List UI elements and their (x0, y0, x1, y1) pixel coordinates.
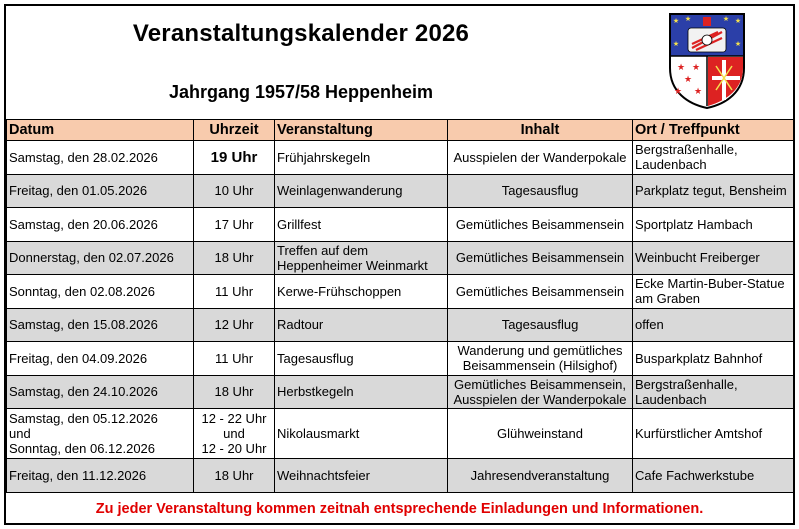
cell-ort: Sportplatz Hambach (633, 208, 794, 242)
cell-inhalt: Glühweinstand (448, 409, 633, 459)
page-title: Veranstaltungskalender 2026 (132, 20, 470, 47)
cell-ort: Bergstraßenhalle, Laudenbach (633, 375, 794, 409)
cell-veranstaltung: Herbstkegeln (275, 375, 448, 409)
column-header-ort: Ort / Treffpunkt (633, 120, 794, 141)
cell-veranstaltung: Treffen auf dem Heppenheimer Weinmarkt (275, 241, 448, 275)
cell-veranstaltung: Kerwe-Frühschoppen (275, 275, 448, 309)
table-header-row (7, 120, 794, 141)
events-table (6, 119, 794, 493)
table-row (7, 375, 794, 409)
column-header-uhrzeit: Uhrzeit (194, 120, 275, 141)
cell-datum-line: Samstag, den 05.12.2026 (9, 411, 158, 426)
cell-uhrzeit-line: und (223, 426, 245, 441)
page-subtitle: Jahrgang 1957/58 Heppenheim (168, 82, 434, 102)
column-header-datum: Datum (7, 120, 194, 141)
table-row (7, 342, 794, 376)
cell-ort: Parkplatz tegut, Bensheim (633, 174, 794, 208)
svg-text:★: ★ (691, 63, 701, 73)
table-row (7, 141, 794, 175)
cell-datum-line: Sonntag, den 06.12.2026 (9, 441, 156, 456)
cell-uhrzeit: 11 Uhr (194, 342, 275, 376)
svg-text:★: ★ (734, 40, 742, 48)
cell-uhrzeit-line: 12 - 22 Uhr (201, 411, 267, 426)
cell-uhrzeit: 19 Uhr (194, 141, 275, 175)
calendar-sheet (4, 4, 795, 525)
cell-datum: Freitag, den 04.09.2026 (7, 342, 194, 376)
cell-inhalt: Tagesausflug (448, 308, 633, 342)
svg-text:★: ★ (683, 75, 693, 85)
cell-uhrzeit (194, 409, 275, 459)
cell-datum: Samstag, den 20.06.2026 (7, 208, 194, 242)
svg-text:★: ★ (734, 17, 742, 25)
cell-inhalt: Gemütliches Beisammensein (448, 275, 633, 309)
footer-note: Zu jeder Veranstaltung kommen zeitnah entsprechende Einladungen und Informationen. (95, 501, 704, 517)
svg-text:★: ★ (693, 87, 703, 97)
table-row (7, 275, 794, 309)
cell-veranstaltung: Weinlagenwanderung (275, 174, 448, 208)
cell-uhrzeit: 18 Uhr (194, 459, 275, 493)
cell-ort: Ecke Martin-Buber-Statue am Graben (633, 275, 794, 309)
calendar-header (6, 6, 793, 119)
svg-text:★: ★ (672, 40, 680, 48)
heppenheim-coat-of-arms-icon (666, 10, 748, 110)
svg-text:★: ★ (676, 63, 686, 73)
cell-veranstaltung: Tagesausflug (275, 342, 448, 376)
cell-datum: Samstag, den 28.02.2026 (7, 141, 194, 175)
cell-uhrzeit: 18 Uhr (194, 241, 275, 275)
cell-inhalt: Gemütliches Beisammensein, Ausspielen der Wanderpokale (448, 375, 633, 409)
svg-text:★: ★ (672, 17, 680, 25)
cell-ort: Busparkplatz Bahnhof (633, 342, 794, 376)
cell-uhrzeit: 11 Uhr (194, 275, 275, 309)
column-header-veranstaltung: Veranstaltung (275, 120, 448, 141)
cell-uhrzeit: 12 Uhr (194, 308, 275, 342)
cell-datum: Freitag, den 01.05.2026 (7, 174, 194, 208)
cell-datum: Samstag, den 15.08.2026 (7, 308, 194, 342)
svg-text:★: ★ (684, 15, 692, 23)
table-row (7, 459, 794, 493)
cell-inhalt: Gemütliches Beisammensein (448, 241, 633, 275)
cell-ort: Weinbucht Freiberger (633, 241, 794, 275)
cell-inhalt: Gemütliches Beisammensein (448, 208, 633, 242)
table-row (7, 208, 794, 242)
cell-datum: Donnerstag, den 02.07.2026 (7, 241, 194, 275)
svg-text:★: ★ (722, 15, 730, 23)
table-row (7, 409, 794, 459)
cell-datum-line: und (9, 426, 31, 441)
cell-veranstaltung: Nikolausmarkt (275, 409, 448, 459)
cell-ort: Kurfürstlicher Amtshof (633, 409, 794, 459)
cell-datum (7, 409, 194, 459)
cell-ort: offen (633, 308, 794, 342)
cell-uhrzeit: 10 Uhr (194, 174, 275, 208)
table-row (7, 241, 794, 275)
cell-veranstaltung: Weihnachtsfeier (275, 459, 448, 493)
cell-veranstaltung: Frühjahrskegeln (275, 141, 448, 175)
cell-datum: Sonntag, den 02.08.2026 (7, 275, 194, 309)
table-row (7, 308, 794, 342)
cell-ort: Bergstraßenhalle, Laudenbach (633, 141, 794, 175)
cell-inhalt: Jahresendveranstaltung (448, 459, 633, 493)
svg-text:★: ★ (673, 87, 683, 97)
cell-inhalt: Tagesausflug (448, 174, 633, 208)
cell-inhalt: Ausspielen der Wanderpokale (448, 141, 633, 175)
cell-datum: Samstag, den 24.10.2026 (7, 375, 194, 409)
cell-veranstaltung: Radtour (275, 308, 448, 342)
table-row (7, 174, 794, 208)
cell-uhrzeit: 18 Uhr (194, 375, 275, 409)
cell-datum: Freitag, den 11.12.2026 (7, 459, 194, 493)
cell-veranstaltung: Grillfest (275, 208, 448, 242)
column-header-inhalt: Inhalt (448, 120, 633, 141)
cell-ort: Cafe Fachwerkstube (633, 459, 794, 493)
cell-inhalt: Wanderung und gemütliches Beisammensein (Hilsighof) (448, 342, 633, 376)
cell-uhrzeit: 17 Uhr (194, 208, 275, 242)
cell-uhrzeit-line: 12 - 20 Uhr (201, 441, 267, 456)
